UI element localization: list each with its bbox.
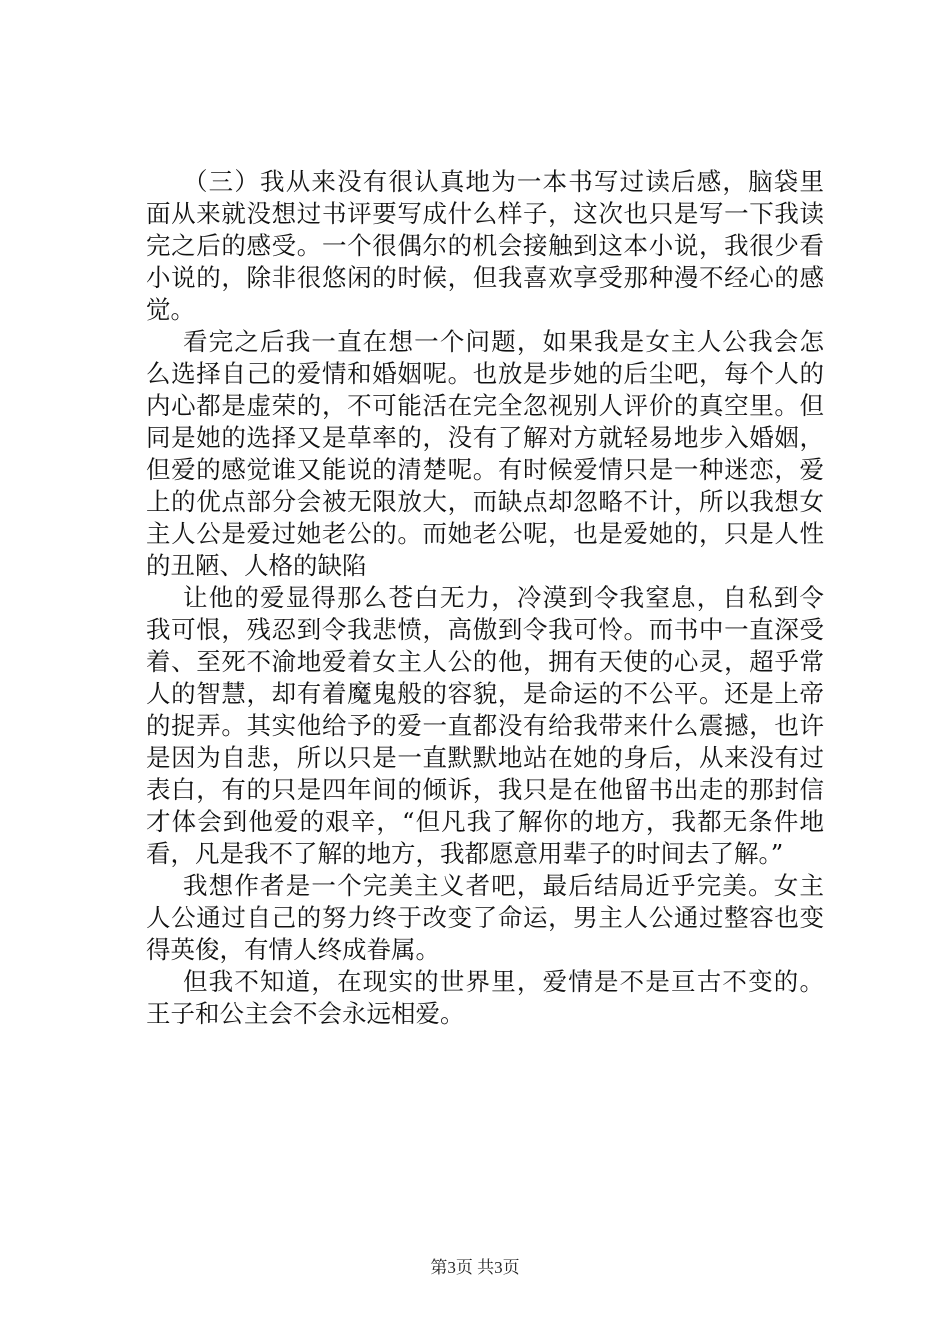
text-line: 是因为自悲，所以只是一直默默地站在她的身后，从来没有过	[146, 743, 824, 772]
text-line: 的捉弄。其实他给予的爱一直都没有给我带来什么震撼，也许	[146, 711, 824, 740]
paragraph-5	[146, 966, 824, 1030]
text-line: 的丑陋、人格的缺陷	[146, 551, 367, 580]
text-line: 让他的爱显得那么苍白无力，冷漠到令我窒息，自私到令	[183, 583, 824, 612]
text-line: 着、至死不渝地爱着女主人公的他，拥有天使的心灵，超乎常	[146, 647, 824, 676]
document-body	[146, 166, 824, 1030]
text-line: 才体会到他爱的艰辛，“但凡我了解你的地方，我都无条件地	[146, 807, 824, 836]
page-number: 第3页 共3页	[430, 1258, 520, 1277]
text-line: 看，凡是我不了解的地方，我都愿意用辈子的时间去了解。”	[146, 839, 784, 868]
text-line: 人公通过自己的努力终于改变了命运，男主人公通过整容也变	[146, 903, 824, 932]
text-line: 但爱的感觉谁又能说的清楚呢。有时候爱情只是一种迷恋，爱	[146, 455, 824, 484]
paragraph-4	[146, 870, 824, 966]
paragraph-2	[146, 326, 824, 582]
text-line: （三）我从来没有很认真地为一本书写过读后感，脑袋里	[183, 167, 824, 196]
text-line: 觉。	[146, 295, 195, 324]
paragraph-1	[146, 166, 824, 326]
text-line: 我想作者是一个完美主义者吧，最后结局近乎完美。女主	[183, 871, 824, 900]
text-line: 得英俊，有情人终成眷属。	[146, 935, 440, 964]
text-line: 完之后的感受。一个很偶尔的机会接触到这本小说，我很少看	[146, 231, 824, 260]
paragraph-3	[146, 582, 824, 870]
text-line: 主人公是爱过她老公的。而她老公呢，也是爱她的，只是人性	[146, 519, 824, 548]
text-line: 但我不知道，在现实的世界里，爱情是不是亘古不变的。	[183, 967, 824, 996]
text-line: 我可恨，残忍到令我悲愤，高傲到令我可怜。而书中一直深受	[146, 615, 824, 644]
text-line: 王子和公主会不会永远相爱。	[146, 999, 465, 1028]
text-line: 上的优点部分会被无限放大，而缺点却忽略不计，所以我想女	[146, 487, 824, 516]
page-footer	[0, 1253, 950, 1278]
text-line: 表白，有的只是四年间的倾诉，我只是在他留书出走的那封信	[146, 775, 824, 804]
text-line: 同是她的选择又是草率的，没有了解对方就轻易地步入婚姻，	[146, 423, 824, 452]
text-line: 内心都是虚荣的，不可能活在完全忽视别人评价的真空里。但	[146, 391, 824, 420]
text-line: 面从来就没想过书评要写成什么样子，这次也只是写一下我读	[146, 199, 824, 228]
text-line: 么选择自己的爱情和婚姻呢。也放是步她的后尘吧，每个人的	[146, 359, 824, 388]
text-line: 小说的，除非很悠闲的时候，但我喜欢享受那种漫不经心的感	[146, 263, 824, 292]
text-line: 看完之后我一直在想一个问题，如果我是女主人公我会怎	[183, 327, 824, 356]
text-line: 人的智慧，却有着魔鬼般的容貌，是命运的不公平。还是上帝	[146, 679, 824, 708]
